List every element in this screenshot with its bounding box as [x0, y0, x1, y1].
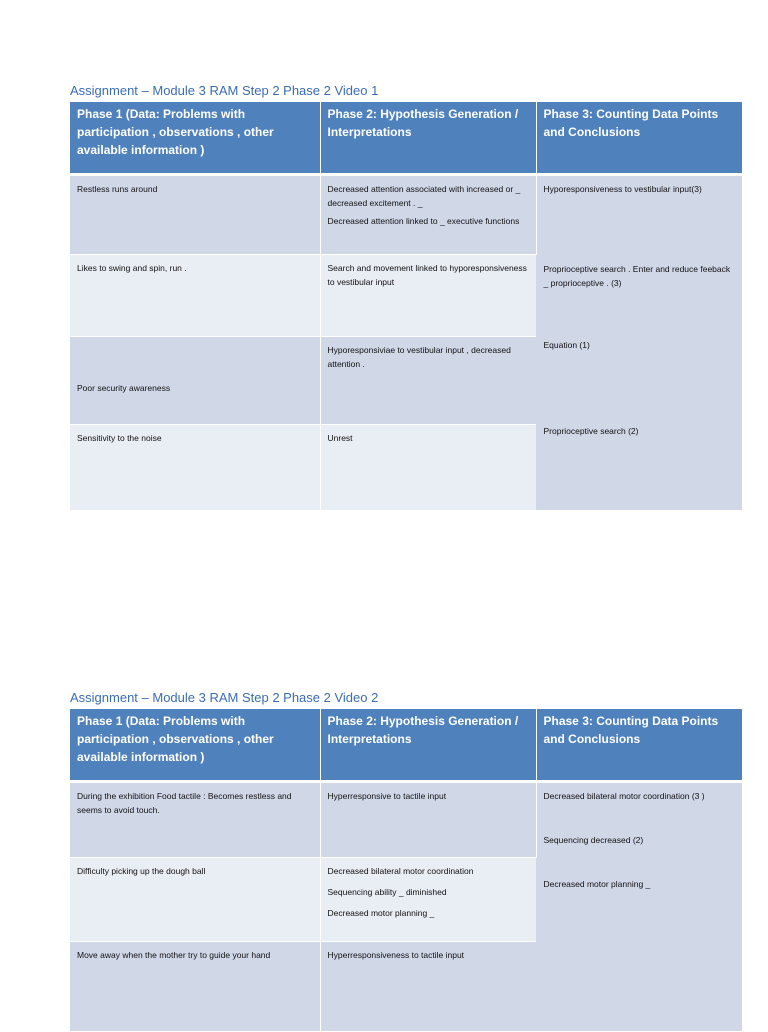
- table-header-row: [70, 709, 742, 781]
- phase2-line: Sequencing ability _ diminished: [327, 886, 447, 897]
- phase1-cell: Move away when the mother try to guide your hand: [70, 941, 320, 1031]
- conclusion-item: Equation (1): [543, 339, 590, 350]
- phase2-line: Decreased attention linked to _ executive functions: [327, 215, 520, 226]
- phase1-cell: Sensitivity to the noise: [70, 424, 320, 510]
- phase2-cell: [320, 941, 536, 1031]
- header-phase-3: Phase 3: Counting Data Points and Conclusions: [536, 709, 742, 781]
- phase2-line: Hyperresponsive to tactile input: [327, 790, 447, 801]
- phase1-cell: Restless runs around: [70, 174, 320, 254]
- conclusion-item: Decreased bilateral motor coordination (3 ): [543, 790, 705, 801]
- phase2-line: Decreased bilateral motor coordination: [327, 865, 474, 876]
- phase1-cell: Difficulty picking up the dough ball: [70, 857, 320, 941]
- conclusion-item: Proprioceptive search . Enter and reduce feeback _ proprioceptive . (3): [543, 263, 731, 288]
- phase2-line: Search and movement linked to hyporesponsiveness to vestibular input: [327, 262, 527, 287]
- phase3-conclusions-cell: [536, 781, 742, 1031]
- table-caption: Assignment – Module 3 RAM Step 2 Phase 2 Video 2: [70, 690, 379, 705]
- conclusion-item: Proprioceptive search (2): [543, 425, 639, 436]
- phase3-conclusions-cell: [536, 174, 742, 510]
- phase2-cell: [320, 857, 536, 941]
- table-row: [70, 174, 742, 254]
- table-row: [70, 781, 742, 857]
- phase2-line: Decreased motor planning _: [327, 907, 435, 918]
- header-phase-3: Phase 3: Counting Data Points and Conclusions: [536, 102, 742, 174]
- phase2-line: Hyporesponsiviae to vestibular input , decreased attention .: [327, 344, 511, 369]
- phase2-line: Decreased attention associated with increased or _ decreased excitement . _: [327, 183, 521, 208]
- table-caption: Assignment – Module 3 RAM Step 2 Phase 2 Video 1: [70, 83, 379, 98]
- conclusion-item: Hyporesponsiveness to vestibular input(3): [543, 183, 702, 194]
- header-phase-2: Phase 2: Hypothesis Generation / Interpretations: [320, 102, 536, 174]
- phase1-text: Poor security awareness: [77, 382, 171, 393]
- phase1-cell: [70, 336, 320, 424]
- phase1-cell: During the exhibition Food tactile : Becomes restless and seems to avoid touch.: [70, 781, 320, 857]
- assignment-video-2: [70, 689, 742, 1032]
- ram-table: [70, 102, 742, 511]
- phase2-cell: [320, 254, 536, 336]
- conclusion-item: Sequencing decreased (2): [543, 834, 644, 845]
- phase2-cell: [320, 336, 536, 424]
- phase2-line: Unrest: [327, 432, 353, 443]
- header-phase-1: Phase 1 (Data: Problems with participation , observations , other available information ): [70, 709, 320, 781]
- ram-table: [70, 709, 742, 1032]
- header-phase-2: Phase 2: Hypothesis Generation / Interpretations: [320, 709, 536, 781]
- phase2-cell: [320, 424, 536, 510]
- assignment-video-1: [70, 82, 742, 511]
- conclusion-item: Decreased motor planning _: [543, 878, 651, 889]
- phase1-cell: Likes to swing and spin, run .: [70, 254, 320, 336]
- header-phase-1: Phase 1 (Data: Problems with participation , observations , other available information ): [70, 102, 320, 174]
- phase2-cell: [320, 781, 536, 857]
- table-header-row: [70, 102, 742, 174]
- phase2-cell: [320, 174, 536, 254]
- phase2-line: Hyperresponsiveness to tactile input: [327, 949, 465, 960]
